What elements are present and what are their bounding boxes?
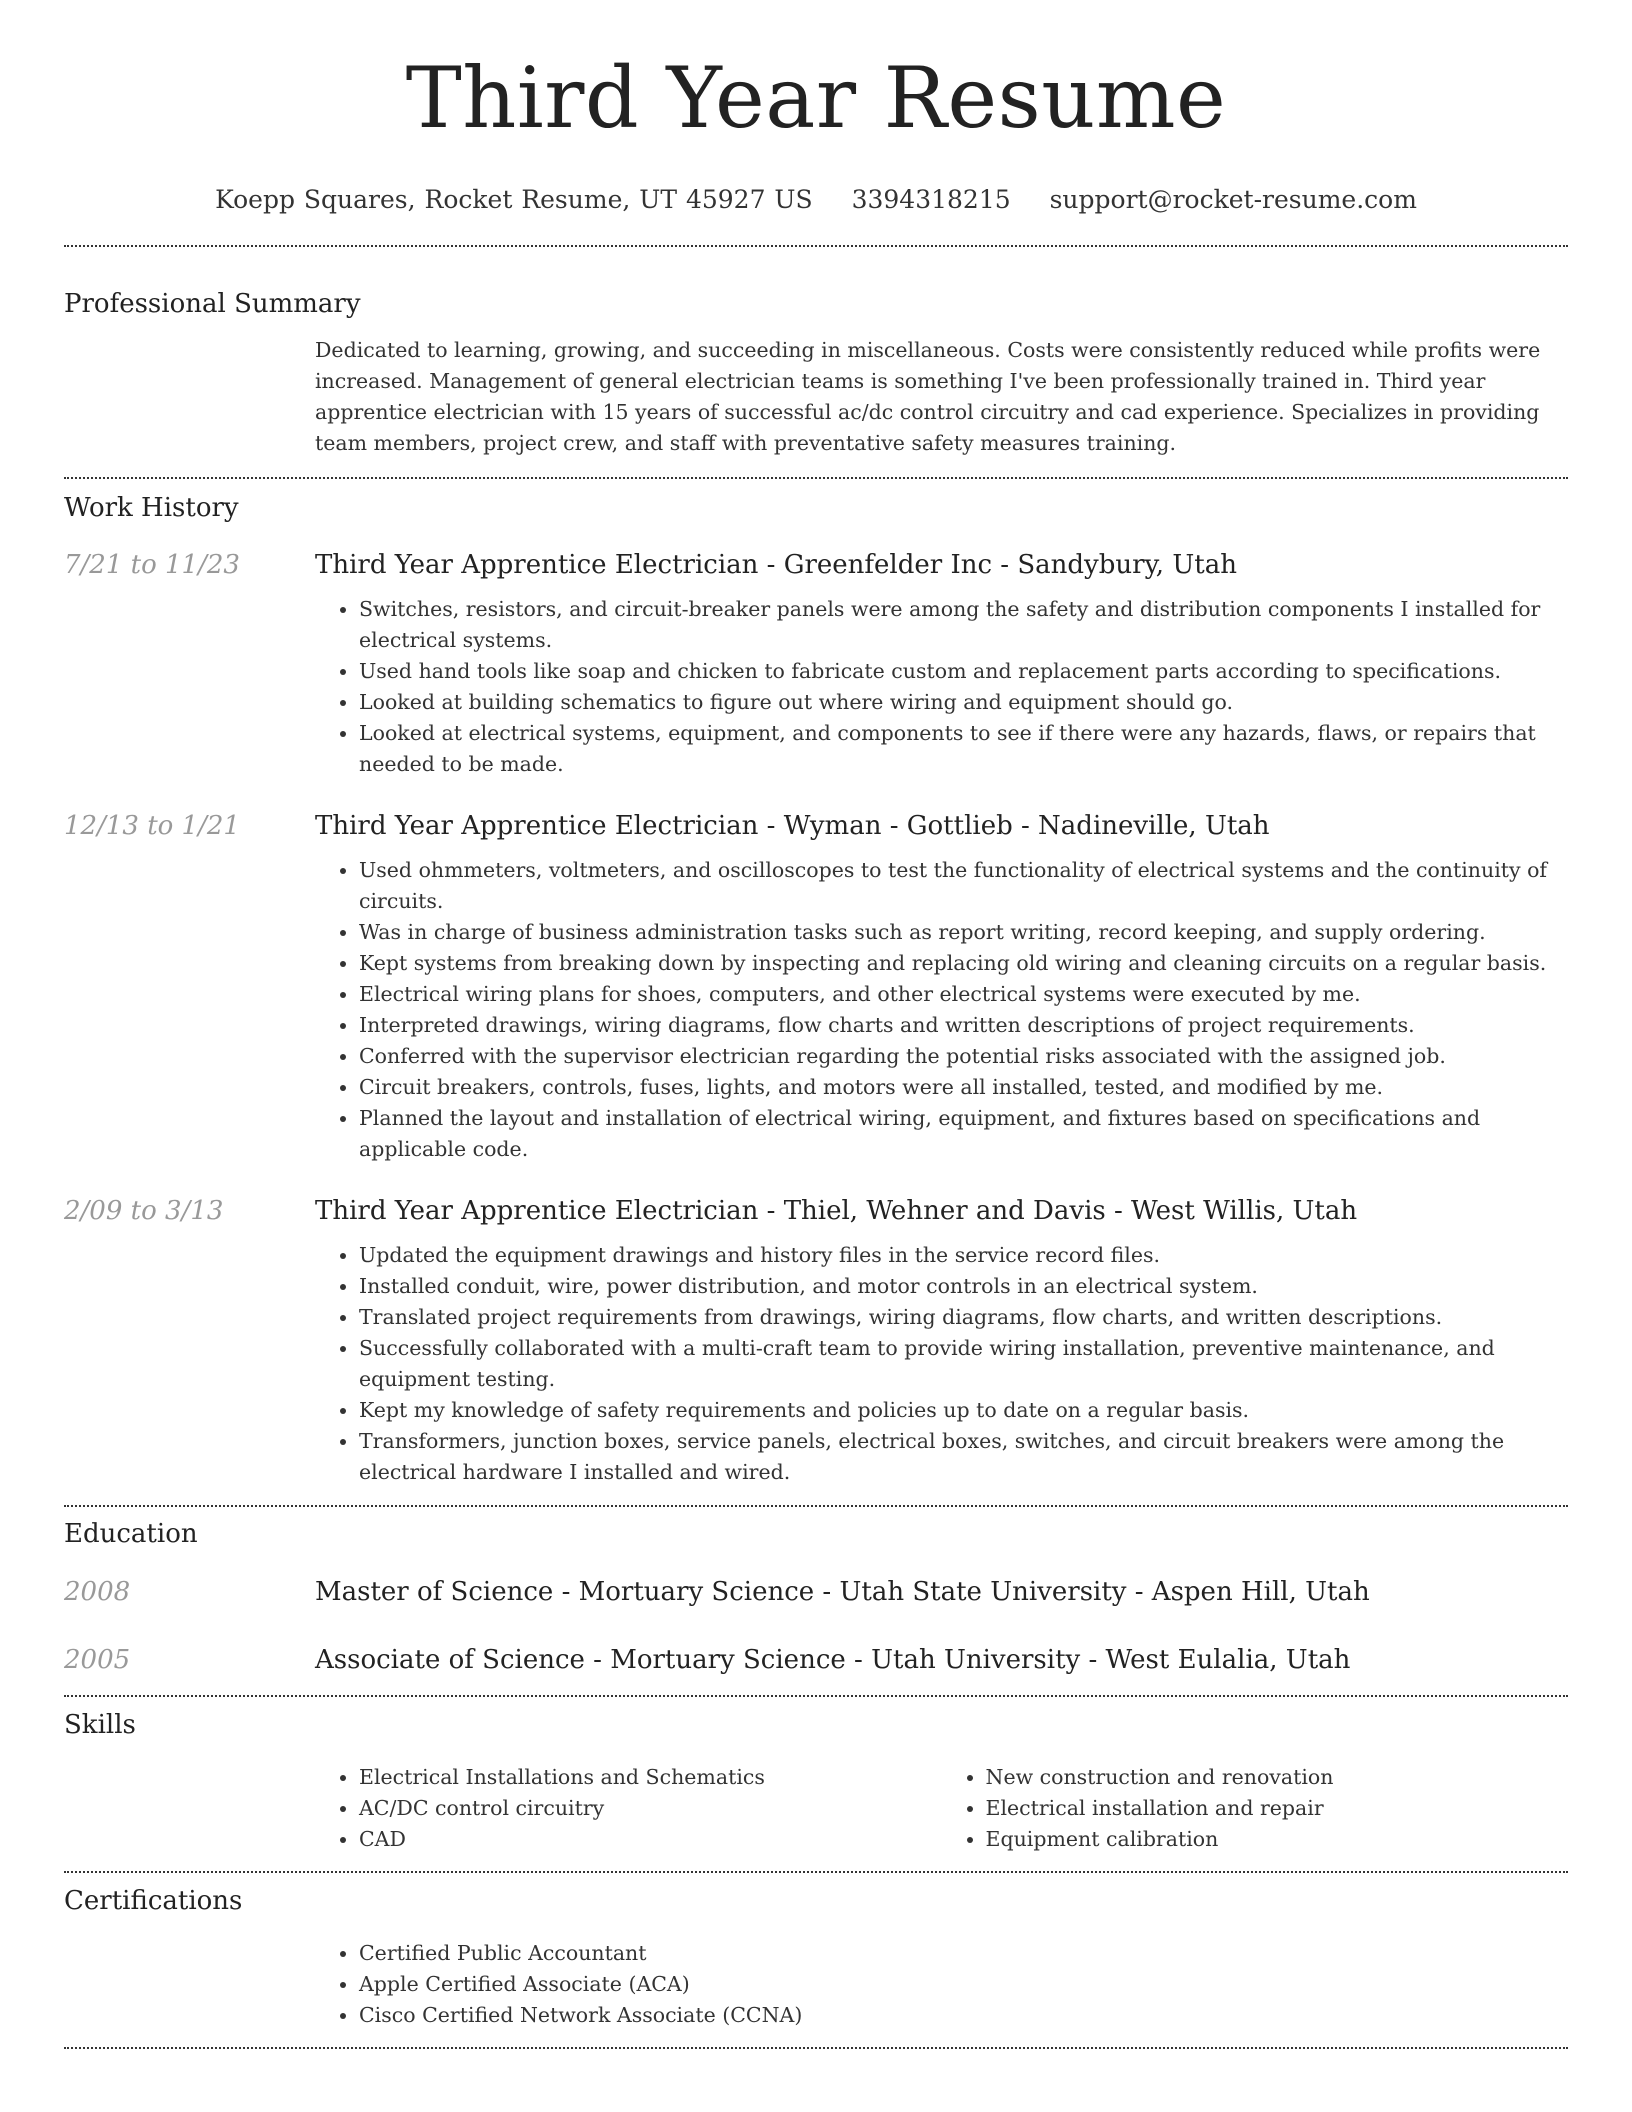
list-item: • Kept systems from breaking down by inspecting and replacing old wiring and cleaning circuits on a regular basis. (359, 948, 1568, 979)
job-bullets (315, 1240, 1568, 1488)
contact-phone: 3394318215 (851, 185, 1011, 214)
job-dates: 2/09 to 3/13 (64, 1196, 224, 1226)
education-degree: Master of Science - Mortuary Science - Utah State University - Aspen Hill, Utah (315, 1577, 1370, 1607)
section-divider (64, 1695, 1568, 1697)
section-divider (64, 1505, 1568, 1507)
education-degree: Associate of Science - Mortuary Science - Utah University - West Eulalia, Utah (315, 1645, 1351, 1675)
list-item: • Translated project requirements from drawings, wiring diagrams, flow charts, and written descriptions. (359, 1302, 1568, 1333)
list-item: • Looked at building schematics to figure out where wiring and equipment should go. (359, 687, 1568, 718)
list-item: • Was in charge of business administration tasks such as report writing, record keeping, and supply ordering. (359, 917, 1568, 948)
list-item: • Updated the equipment drawings and history files in the service record files. (359, 1240, 1568, 1271)
list-item: • Apple Certified Associate (ACA) (359, 1969, 1568, 2000)
contact-address: Koepp Squares, Rocket Resume, UT 45927 US (215, 185, 813, 214)
list-item: • CAD (359, 1824, 942, 1855)
skills-list-left (315, 1762, 942, 1855)
skills-list-right (942, 1762, 1569, 1855)
certifications-list (315, 1938, 1568, 2031)
education-year: 2005 (64, 1645, 131, 1675)
list-item: • Successfully collaborated with a multi-craft team to provide wiring installation, preventive maintenance, and equipment testing. (359, 1333, 1568, 1395)
job-entry (64, 809, 1568, 1165)
contact-email: support@rocket-resume.com (1049, 185, 1417, 214)
list-item: • AC/DC control circuitry (359, 1793, 942, 1824)
job-title: Third Year Apprentice Electrician - Greenfelder Inc - Sandybury, Utah (315, 550, 1237, 580)
skills-grid (315, 1762, 1568, 1855)
list-item: • Cisco Certified Network Associate (CCNA) (359, 2000, 1568, 2031)
list-item: • Electrical installation and repair (986, 1793, 1569, 1824)
work-history-section (64, 491, 1568, 1488)
certifications-section (64, 1884, 1568, 2031)
section-divider (64, 245, 1568, 247)
section-title-certifications: Certifications (64, 1886, 243, 1916)
list-item: • New construction and renovation (986, 1762, 1569, 1793)
education-section (64, 1517, 1568, 1677)
list-item: • Used hand tools like soap and chicken to fabricate custom and replacement parts according to specifications. (359, 656, 1568, 687)
job-bullets (315, 594, 1568, 780)
list-item: • Switches, resistors, and circuit-breaker panels were among the safety and distribution components I installed for electrical systems. (359, 594, 1568, 656)
section-divider (64, 477, 1568, 479)
list-item: • Conferred with the supervisor electrician regarding the potential risks associated with the assigned job. (359, 1041, 1568, 1072)
summary-text: Dedicated to learning, growing, and succeeding in miscellaneous. Costs were consistently reduced while profits were increased. Management of general electrician teams is something I've been professionally trained in. Third year apprentice electrician with 15 years of successful ac/dc control circuitry and cad experience. Specializes in providing team members, project crew, and staff with preventative safety measures training. (315, 338, 1541, 455)
list-item: • Certified Public Accountant (359, 1938, 1568, 1969)
skills-section (64, 1708, 1568, 1855)
job-dates: 12/13 to 1/21 (64, 811, 240, 841)
section-title-education: Education (64, 1519, 198, 1549)
list-item: • Equipment calibration (986, 1824, 1569, 1855)
job-entry (64, 548, 1568, 780)
job-entry (64, 1194, 1568, 1488)
section-title-skills: Skills (64, 1710, 136, 1740)
list-item: • Transformers, junction boxes, service panels, electrical boxes, switches, and circuit breakers were among the electrical hardware I installed and wired. (359, 1426, 1568, 1488)
list-item: • Installed conduit, wire, power distribution, and motor controls in an electrical system. (359, 1271, 1568, 1302)
job-bullets (315, 855, 1568, 1165)
education-entry (64, 1575, 1568, 1609)
job-title: Third Year Apprentice Electrician - Wyman - Gottlieb - Nadineville, Utah (315, 811, 1270, 841)
job-title: Third Year Apprentice Electrician - Thiel, Wehner and Davis - West Willis, Utah (315, 1196, 1358, 1226)
education-year: 2008 (64, 1577, 131, 1607)
list-item: • Electrical wiring plans for shoes, computers, and other electrical systems were executed by me. (359, 979, 1568, 1010)
list-item: • Planned the layout and installation of electrical wiring, equipment, and fixtures based on specifications and applicable code. (359, 1103, 1568, 1165)
resume-name: Third Year Resume (405, 49, 1227, 147)
list-item: • Used ohmmeters, voltmeters, and oscilloscopes to test the functionality of electrical systems and the continuity of circuits. (359, 855, 1568, 917)
education-entry (64, 1643, 1568, 1677)
list-item: • Interpreted drawings, wiring diagrams, flow charts and written descriptions of project requirements. (359, 1010, 1568, 1041)
section-title-summary: Professional Summary (64, 289, 361, 319)
contact-line (64, 182, 1568, 218)
section-title-work-history: Work History (64, 493, 239, 523)
list-item: • Circuit breakers, controls, fuses, lights, and motors were all installed, tested, and modified by me. (359, 1072, 1568, 1103)
list-item: • Kept my knowledge of safety requirements and policies up to date on a regular basis. (359, 1395, 1568, 1426)
summary-section (64, 287, 1568, 459)
list-item: • Electrical Installations and Schematics (359, 1762, 942, 1793)
section-divider (64, 1871, 1568, 1873)
job-dates: 7/21 to 11/23 (64, 550, 240, 580)
section-divider (64, 2047, 1568, 2049)
list-item: • Looked at electrical systems, equipment, and components to see if there were any hazards, flaws, or repairs that needed to be made. (359, 718, 1568, 780)
